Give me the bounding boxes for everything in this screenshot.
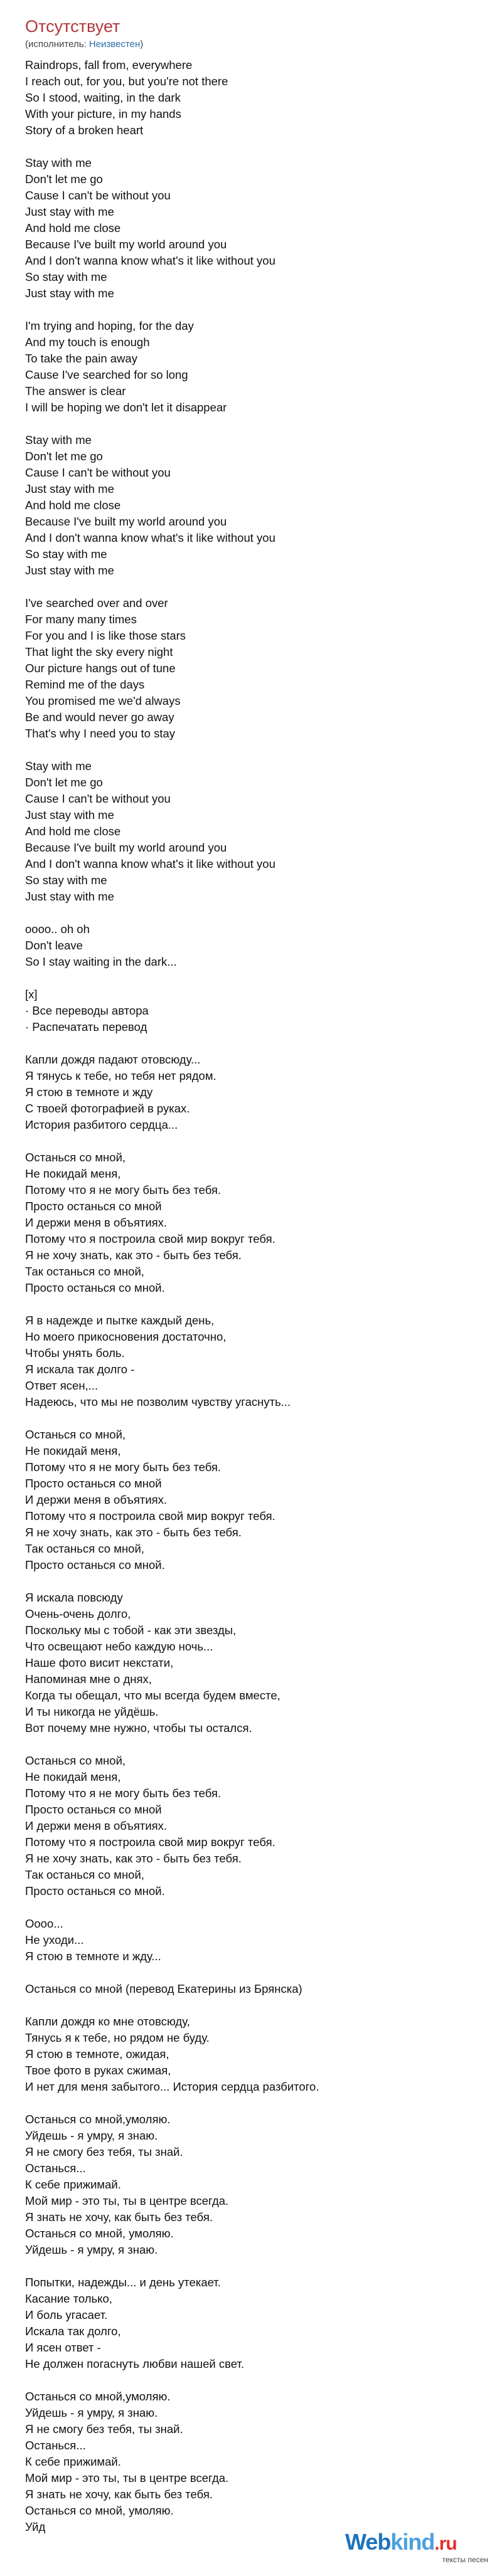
lyric-line: Я не смогу без тебя, ты знай. bbox=[25, 2422, 183, 2436]
lyric-line: Потому что я не могу быть без тебя. bbox=[25, 1460, 222, 1474]
lyric-line: Мой мир - это ты, ты в центре всегда. bbox=[25, 2471, 229, 2484]
lyric-line: Останься со мной,умоляю. bbox=[25, 2390, 171, 2403]
translated-stanza bbox=[25, 2111, 477, 2258]
lyric-line: I've searched over and over bbox=[25, 596, 168, 610]
lyric-line: Не покидай меня, bbox=[25, 1444, 121, 1457]
lyric-line: Don't let me go bbox=[25, 450, 103, 463]
lyric-line: Don't let me go bbox=[25, 172, 103, 186]
lyric-line: Я стою в темноте и жду... bbox=[25, 1950, 161, 1963]
lyric-line: Just stay with me bbox=[25, 890, 114, 903]
translated-stanza bbox=[25, 1916, 477, 1965]
lyric-line: Просто останься со мной bbox=[25, 1200, 162, 1213]
lyric-line: Останься со мной, bbox=[25, 1428, 126, 1441]
lyric-line: Останься со мной, умоляю. bbox=[25, 2504, 174, 2517]
lyric-line: И держи меня в объятиях. bbox=[25, 1493, 168, 1506]
lyric-line: Я стою в темноте и жду bbox=[25, 1085, 153, 1099]
translation-links bbox=[25, 986, 477, 1035]
lyric-line: Я искала повсюду bbox=[25, 1591, 123, 1604]
translated-stanza bbox=[25, 1312, 477, 1410]
lyric-line: Очень-очень долго, bbox=[25, 1607, 131, 1620]
lyric-line: Ответ ясен,... bbox=[25, 1379, 99, 1392]
lyric-line: Потому что я построила свой мир вокруг тебя. bbox=[25, 1835, 275, 1849]
lyric-line: Remind me of the days bbox=[25, 678, 145, 691]
logo-kind: kind bbox=[390, 2529, 435, 2555]
lyric-line: Just stay with me bbox=[25, 287, 114, 300]
lyric-line: Останься... bbox=[25, 2162, 86, 2175]
lyric-line: Уйдешь - я умру, я знаю. bbox=[25, 2406, 158, 2419]
lyric-line: So stay with me bbox=[25, 874, 107, 887]
lyric-line: Я не хочу знать, как это - быть без тебя. bbox=[25, 1248, 242, 1262]
lyric-line: Cause I can't be without you bbox=[25, 792, 171, 805]
lyric-line: Надеюсь, что мы не позволим чувству угаснуть... bbox=[25, 1395, 291, 1408]
lyric-line: Останься со мной, bbox=[25, 1754, 126, 1767]
lyric-line: Но моего прикосновения достаточно, bbox=[25, 1330, 227, 1343]
lyric-line: And hold me close bbox=[25, 825, 121, 838]
lyric-line: Be and would never go away bbox=[25, 710, 174, 724]
lyric-line: Чтобы унять боль. bbox=[25, 1346, 125, 1359]
lyric-line: Не должен погаснуть любви нашей свет. bbox=[25, 2357, 244, 2370]
lyric-line: Останься... bbox=[25, 2439, 86, 2452]
logo-ru: .ru bbox=[434, 2533, 457, 2554]
original-stanza bbox=[25, 595, 477, 742]
lyric-line: К себе прижимай. bbox=[25, 2455, 121, 2468]
lyric-line: Stay with me bbox=[25, 759, 92, 773]
lyric-line: Don't leave bbox=[25, 939, 83, 952]
original-stanza bbox=[25, 155, 477, 302]
lyric-line: oooo.. oh oh bbox=[25, 922, 90, 936]
lyric-line: Just stay with me bbox=[25, 808, 114, 821]
lyric-line: For many many times bbox=[25, 613, 137, 626]
lyric-line: Потому что я построила свой мир вокруг тебя. bbox=[25, 1509, 275, 1523]
translated-stanza bbox=[25, 1981, 477, 1997]
lyric-line: Уйд bbox=[25, 2520, 46, 2533]
lyric-line: Я не смогу без тебя, ты знай. bbox=[25, 2145, 183, 2158]
lyric-line: Тянусь я к тебе, но рядом не буду. bbox=[25, 2031, 210, 2044]
lyric-line: Капли дождя ко мне отовсюду, bbox=[25, 2015, 190, 2028]
lyric-line: Наше фото висит некстати, bbox=[25, 1656, 174, 1669]
lyric-line: Просто останься со мной bbox=[25, 1803, 162, 1816]
lyric-line: Не покидай меня, bbox=[25, 1167, 121, 1180]
lyric-line: Что освещают небо каждую ночь... bbox=[25, 1640, 213, 1653]
lyric-line: Попытки, надежды... и день утекает. bbox=[25, 2276, 221, 2289]
lyric-line: Story of a broken heart bbox=[25, 124, 144, 137]
lyric-line: И ты никогда не уйдёшь. bbox=[25, 1705, 159, 1718]
lyric-line: So stay with me bbox=[25, 547, 107, 561]
lyric-line: And hold me close bbox=[25, 499, 121, 512]
artist-suffix: ) bbox=[140, 39, 144, 50]
lyrics-page bbox=[25, 16, 477, 2552]
lyric-line: Просто останься со мной. bbox=[25, 1884, 165, 1898]
lyric-line: Я не хочу знать, как это - быть без тебя. bbox=[25, 1526, 242, 1539]
lyric-line: I will be hoping we don't let it disappear bbox=[25, 401, 227, 414]
page-title: Отсутствует bbox=[25, 17, 120, 36]
original-stanza bbox=[25, 758, 477, 905]
original-stanza bbox=[25, 921, 477, 970]
lyric-line: Останься со мной,умоляю. bbox=[25, 2113, 171, 2126]
lyric-line: That light the sky every night bbox=[25, 645, 173, 658]
lyric-line: And I don't wanna know what's it like without you bbox=[25, 254, 275, 267]
lyric-line: Just stay with me bbox=[25, 482, 114, 495]
artist-prefix: (исполнитель: bbox=[25, 39, 89, 50]
translated-stanza bbox=[25, 2274, 477, 2372]
lyric-line: И держи меня в объятиях. bbox=[25, 1819, 168, 1832]
lyric-line: And my touch is enough bbox=[25, 335, 150, 349]
close-link[interactable]: [x] bbox=[25, 988, 38, 1001]
lyric-line: Stay with me bbox=[25, 156, 92, 169]
lyric-line: С твоей фотографией в руках. bbox=[25, 1102, 190, 1115]
lyric-line: Raindrops, fall from, everywhere bbox=[25, 58, 193, 71]
lyric-line: Just stay with me bbox=[25, 564, 114, 577]
logo-tagline: тексты песен bbox=[442, 2555, 488, 2564]
lyric-line: Don't let me go bbox=[25, 776, 103, 789]
lyric-line: I reach out, for you, but you're not there bbox=[25, 75, 228, 88]
lyric-line: Уйдешь - я умру, я знаю. bbox=[25, 2243, 158, 2256]
lyric-line: Не покидай меня, bbox=[25, 1770, 121, 1783]
lyric-line: And I don't wanna know what's it like without you bbox=[25, 531, 275, 544]
lyric-line: That's why I need you to stay bbox=[25, 727, 176, 740]
lyric-line: Я знать не хочу, как быть без тебя. bbox=[25, 2488, 213, 2501]
lyric-line: И держи меня в объятиях. bbox=[25, 1216, 168, 1229]
translated-lyrics bbox=[25, 1052, 477, 2535]
lyric-line: The answer is clear bbox=[25, 384, 126, 398]
lyric-line: Оооо... bbox=[25, 1917, 63, 1930]
translated-stanza bbox=[25, 1052, 477, 1133]
lyric-line: For you and I is like those stars bbox=[25, 629, 186, 642]
translated-stanza bbox=[25, 1753, 477, 1899]
lyric-line: Our picture hangs out of tune bbox=[25, 662, 176, 675]
lyric-line: Я тянусь к тебе, но тебя нет рядом. bbox=[25, 1069, 216, 1082]
lyric-line: Я не хочу знать, как это - быть без тебя. bbox=[25, 1852, 242, 1865]
translated-stanza bbox=[25, 1427, 477, 1573]
lyric-line: Потому что я не могу быть без тебя. bbox=[25, 1183, 222, 1196]
lyric-line: Cause I can't be without you bbox=[25, 189, 171, 202]
original-stanza bbox=[25, 57, 477, 139]
lyric-line: Cause I've searched for so long bbox=[25, 368, 188, 381]
lyric-line: Поскольку мы с тобой - как эти звезды, bbox=[25, 1623, 237, 1637]
lyric-line: Останься со мной, bbox=[25, 1151, 126, 1164]
lyric-line: К себе прижимай. bbox=[25, 2178, 121, 2191]
print-translation-link[interactable]: · Распечатать перевод bbox=[25, 1020, 147, 1033]
logo-wordmark bbox=[345, 2530, 489, 2557]
lyric-line: Мой мир - это ты, ты в центре всегда. bbox=[25, 2194, 229, 2207]
all-translations-link[interactable]: · Все переводы автора bbox=[25, 1004, 149, 1017]
lyric-line: Напоминая мне о днях, bbox=[25, 1672, 152, 1686]
lyric-line: So stay with me bbox=[25, 270, 107, 283]
lyric-line: История разбитого сердца... bbox=[25, 1118, 178, 1131]
lyric-line: And I don't wanna know what's it like without you bbox=[25, 857, 275, 870]
lyric-line: Я знать не хочу, как быть без тебя. bbox=[25, 2210, 213, 2224]
lyric-line: Так останься со мной, bbox=[25, 1265, 144, 1278]
lyric-line: Касание только, bbox=[25, 2292, 112, 2305]
lyric-line: Капли дождя падают отовсюду... bbox=[25, 1053, 201, 1066]
lyric-line: Когда ты обещал, что мы всегда будем вместе, bbox=[25, 1689, 280, 1702]
lyric-line: Потому что я не могу быть без тебя. bbox=[25, 1787, 222, 1800]
lyric-line: Просто останься со мной. bbox=[25, 1558, 165, 1571]
lyric-line: Останься со мной, умоляю. bbox=[25, 2227, 174, 2240]
translated-stanza bbox=[25, 2389, 477, 2535]
lyric-line: И ясен ответ - bbox=[25, 2341, 101, 2354]
lyric-line: I'm trying and hoping, for the day bbox=[25, 319, 194, 332]
lyric-line: Cause I can't be without you bbox=[25, 466, 171, 479]
artist-link[interactable]: Неизвестен bbox=[88, 39, 141, 50]
lyric-line: Я искала так долго - bbox=[25, 1363, 135, 1376]
logo-web: Web bbox=[345, 2529, 391, 2555]
lyric-line: Just stay with me bbox=[25, 205, 114, 218]
lyric-line: Уйдешь - я умру, я знаю. bbox=[25, 2129, 158, 2142]
lyric-line: You promised me we'd always bbox=[25, 694, 181, 707]
artist-line bbox=[25, 38, 477, 51]
original-lyrics bbox=[25, 57, 477, 970]
lyric-line: Просто останься со мной bbox=[25, 1477, 162, 1490]
translated-stanza bbox=[25, 1590, 477, 1736]
lyric-line: Твое фото в руках сжимая, bbox=[25, 2064, 171, 2077]
lyric-line: Искала так долго, bbox=[25, 2325, 121, 2338]
lyric-line: So I stood, waiting, in the dark bbox=[25, 91, 181, 104]
lyric-line: И боль угасает. bbox=[25, 2308, 108, 2321]
original-stanza bbox=[25, 432, 477, 579]
lyric-line: To take the pain away bbox=[25, 352, 137, 365]
lyric-line: Я стою в темноте, ожидая, bbox=[25, 2047, 169, 2061]
lyric-line: Так останься со мной, bbox=[25, 1868, 144, 1881]
lyric-line: Stay with me bbox=[25, 433, 92, 446]
lyric-line: Я в надежде и пытке каждый день, bbox=[25, 1314, 215, 1327]
original-stanza bbox=[25, 318, 477, 416]
lyric-line: И нет для меня забытого... История сердца разбитого. bbox=[25, 2080, 319, 2093]
lyric-line: Because I've built my world around you bbox=[25, 238, 227, 251]
lyric-line: Не уходи... bbox=[25, 1933, 84, 1946]
lyric-line: And hold me close bbox=[25, 221, 121, 235]
translated-stanza bbox=[25, 1149, 477, 1296]
lyric-line: Вот почему мне нужно, чтобы ты остался. bbox=[25, 1721, 252, 1734]
lyric-line: So I stay waiting in the dark... bbox=[25, 955, 177, 968]
lyric-line: Просто останься со мной. bbox=[25, 1281, 165, 1294]
lyric-line: Потому что я построила свой мир вокруг тебя. bbox=[25, 1232, 275, 1245]
lyric-line: Так останься со мной, bbox=[25, 1542, 144, 1555]
lyric-line: Because I've built my world around you bbox=[25, 515, 227, 528]
lyric-line: Because I've built my world around you bbox=[25, 841, 227, 854]
lyric-line: Останься со мной (перевод Екатерины из Брянска) bbox=[25, 1982, 302, 1995]
lyric-line: With your picture, in my hands bbox=[25, 107, 181, 120]
translated-stanza bbox=[25, 2014, 477, 2095]
site-logo[interactable] bbox=[345, 2530, 489, 2567]
